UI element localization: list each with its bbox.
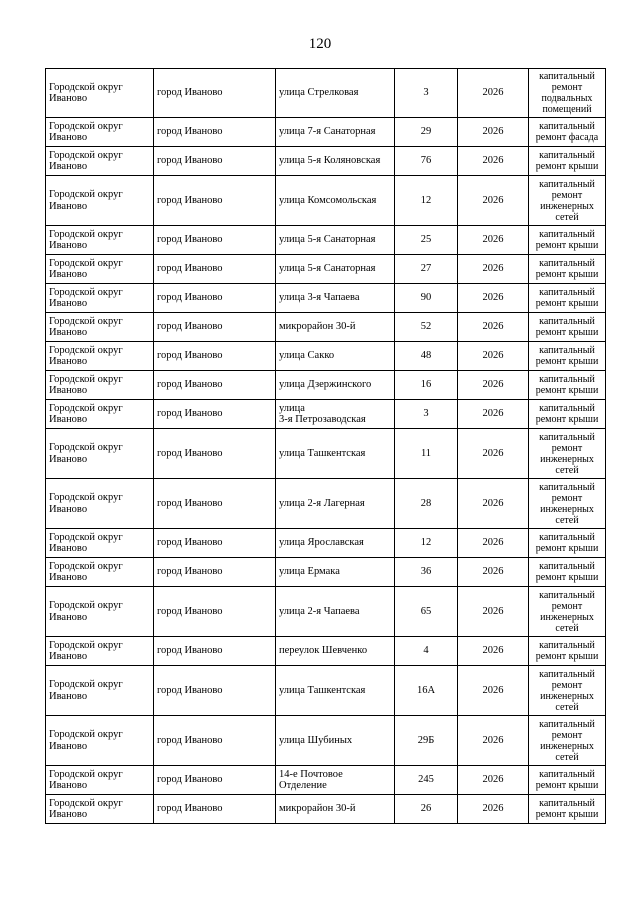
okrug-cell bbox=[46, 795, 154, 824]
house-number-cell-text: 3 bbox=[423, 87, 429, 99]
work-type-cell-text: капитальный ремонт подвальных помещений bbox=[539, 71, 595, 115]
street-cell bbox=[276, 429, 395, 479]
city-cell bbox=[154, 479, 276, 529]
street-cell bbox=[276, 371, 395, 400]
table-body bbox=[46, 69, 606, 824]
house-number-cell bbox=[395, 637, 458, 666]
work-type-cell bbox=[529, 479, 606, 529]
page-number: 120 bbox=[308, 36, 332, 52]
okrug-cell-text: Городской округ Иваново bbox=[49, 149, 123, 172]
okrug-cell-text: Городской округ Иваново bbox=[49, 560, 123, 583]
street-cell bbox=[276, 176, 395, 226]
street-cell-text: улица 3-я Чапаева bbox=[279, 292, 360, 304]
city-cell bbox=[154, 342, 276, 371]
work-type-cell bbox=[529, 147, 606, 176]
city-cell bbox=[154, 147, 276, 176]
house-number-cell bbox=[395, 69, 458, 118]
city-cell-text: город Иваново bbox=[157, 537, 223, 549]
house-number-cell bbox=[395, 479, 458, 529]
table-row bbox=[46, 716, 606, 766]
street-cell-text: улица Сакко bbox=[279, 350, 335, 362]
table-row bbox=[46, 795, 606, 824]
year-cell-text: 2026 bbox=[482, 605, 504, 617]
work-type-cell bbox=[529, 69, 606, 118]
street-cell-text: улица 5-я Санаторная bbox=[279, 263, 376, 275]
table-row bbox=[46, 118, 606, 147]
city-cell-text: город Иваново bbox=[157, 605, 223, 617]
street-cell-text: переулок Шевченко bbox=[279, 645, 368, 657]
city-cell bbox=[154, 69, 276, 118]
house-number-cell bbox=[395, 226, 458, 255]
house-number-cell-text: 27 bbox=[420, 263, 432, 275]
year-cell-text: 2026 bbox=[482, 194, 504, 206]
city-cell-text: город Иваново bbox=[157, 645, 223, 657]
okrug-cell bbox=[46, 666, 154, 716]
street-cell bbox=[276, 147, 395, 176]
okrug-cell-text: Городской округ Иваново bbox=[49, 639, 123, 662]
house-number-cell-text: 26 bbox=[420, 803, 432, 815]
house-number-cell-text: 12 bbox=[420, 537, 432, 549]
work-type-cell-text: капитальный ремонт крыши bbox=[535, 769, 599, 791]
okrug-cell bbox=[46, 176, 154, 226]
table-row bbox=[46, 666, 606, 716]
city-cell bbox=[154, 118, 276, 147]
work-type-cell bbox=[529, 371, 606, 400]
year-cell-text: 2026 bbox=[482, 537, 504, 549]
city-cell-text: город Иваново bbox=[157, 379, 223, 391]
street-cell-text: улица 5-я Санаторная bbox=[279, 234, 376, 246]
city-cell-text: город Иваново bbox=[157, 234, 223, 246]
work-type-cell-text: капитальный ремонт инженерных сетей bbox=[539, 431, 595, 476]
work-type-cell-text: капитальный ремонт крыши bbox=[535, 374, 599, 396]
work-type-cell-text: капитальный ремонт инженерных сетей bbox=[539, 718, 595, 763]
city-cell bbox=[154, 255, 276, 284]
house-number-cell-text: 11 bbox=[420, 447, 432, 459]
year-cell-text: 2026 bbox=[482, 734, 504, 746]
year-cell bbox=[458, 529, 529, 558]
city-cell bbox=[154, 795, 276, 824]
year-cell-text: 2026 bbox=[482, 408, 504, 420]
okrug-cell-text: Городской округ Иваново bbox=[49, 729, 123, 752]
city-cell-text: город Иваново bbox=[157, 497, 223, 509]
house-number-cell-text: 3 bbox=[423, 408, 429, 420]
year-cell bbox=[458, 176, 529, 226]
street-cell bbox=[276, 313, 395, 342]
city-cell bbox=[154, 226, 276, 255]
street-cell-text: улица 2-я Лагерная bbox=[279, 497, 365, 509]
house-number-cell bbox=[395, 342, 458, 371]
okrug-cell bbox=[46, 313, 154, 342]
okrug-cell bbox=[46, 147, 154, 176]
city-cell-text: город Иваново bbox=[157, 126, 223, 138]
house-number-cell-text: 36 bbox=[420, 566, 432, 578]
year-cell-text: 2026 bbox=[482, 566, 504, 578]
city-cell-text: город Иваново bbox=[157, 684, 223, 696]
street-cell bbox=[276, 69, 395, 118]
year-cell-text: 2026 bbox=[482, 774, 504, 786]
street-cell bbox=[276, 795, 395, 824]
renovation-table bbox=[45, 68, 606, 824]
street-cell-text: микрорайон 30-й bbox=[279, 321, 356, 333]
okrug-cell-text: Городской округ Иваново bbox=[49, 442, 123, 465]
house-number-cell-text: 16А bbox=[416, 684, 436, 696]
year-cell-text: 2026 bbox=[482, 497, 504, 509]
house-number-cell bbox=[395, 666, 458, 716]
year-cell-text: 2026 bbox=[482, 126, 504, 138]
okrug-cell bbox=[46, 587, 154, 637]
year-cell bbox=[458, 118, 529, 147]
house-number-cell-text: 25 bbox=[420, 234, 432, 246]
year-cell bbox=[458, 429, 529, 479]
table-row bbox=[46, 284, 606, 313]
house-number-cell bbox=[395, 147, 458, 176]
okrug-cell-text: Городской округ Иваново bbox=[49, 492, 123, 515]
table-row bbox=[46, 400, 606, 429]
year-cell bbox=[458, 716, 529, 766]
table-row bbox=[46, 529, 606, 558]
table-row bbox=[46, 479, 606, 529]
okrug-cell bbox=[46, 226, 154, 255]
work-type-cell-text: капитальный ремонт фасада bbox=[535, 121, 599, 143]
okrug-cell-text: Городской округ Иваново bbox=[49, 189, 123, 212]
house-number-cell-text: 90 bbox=[420, 292, 432, 304]
year-cell-text: 2026 bbox=[482, 379, 504, 391]
street-cell-text: улица 5-я Коляновская bbox=[279, 155, 381, 167]
year-cell-text: 2026 bbox=[482, 87, 504, 99]
house-number-cell-text: 16 bbox=[420, 379, 432, 391]
house-number-cell-text: 52 bbox=[420, 321, 432, 333]
year-cell bbox=[458, 255, 529, 284]
city-cell bbox=[154, 637, 276, 666]
okrug-cell-text: Городской округ Иваново bbox=[49, 531, 123, 554]
city-cell-text: город Иваново bbox=[157, 87, 223, 99]
city-cell-text: город Иваново bbox=[157, 263, 223, 275]
okrug-cell-text: Городской округ Иваново bbox=[49, 81, 123, 104]
house-number-cell bbox=[395, 176, 458, 226]
street-cell bbox=[276, 226, 395, 255]
okrug-cell bbox=[46, 716, 154, 766]
work-type-cell-text: капитальный ремонт крыши bbox=[535, 287, 599, 309]
year-cell-text: 2026 bbox=[482, 155, 504, 167]
year-cell bbox=[458, 558, 529, 587]
street-cell-text: улица Стрелковая bbox=[279, 87, 359, 99]
street-cell-text: улица Ташкентская bbox=[279, 447, 366, 459]
year-cell bbox=[458, 147, 529, 176]
house-number-cell bbox=[395, 429, 458, 479]
okrug-cell bbox=[46, 118, 154, 147]
city-cell bbox=[154, 666, 276, 716]
okrug-cell-text: Городской округ Иваново bbox=[49, 120, 123, 143]
house-number-cell-text: 4 bbox=[423, 645, 429, 657]
okrug-cell bbox=[46, 479, 154, 529]
street-cell-text: улица Комсомольская bbox=[279, 194, 377, 206]
work-type-cell bbox=[529, 637, 606, 666]
city-cell-text: город Иваново bbox=[157, 803, 223, 815]
work-type-cell-text: капитальный ремонт крыши bbox=[535, 150, 599, 172]
year-cell-text: 2026 bbox=[482, 803, 504, 815]
street-cell bbox=[276, 558, 395, 587]
okrug-cell-text: Городской округ Иваново bbox=[49, 315, 123, 338]
table-row bbox=[46, 766, 606, 795]
house-number-cell bbox=[395, 255, 458, 284]
city-cell bbox=[154, 766, 276, 795]
house-number-cell bbox=[395, 284, 458, 313]
okrug-cell-text: Городской округ Иваново bbox=[49, 797, 123, 820]
street-cell bbox=[276, 342, 395, 371]
city-cell bbox=[154, 371, 276, 400]
okrug-cell bbox=[46, 342, 154, 371]
year-cell bbox=[458, 795, 529, 824]
year-cell bbox=[458, 587, 529, 637]
house-number-cell bbox=[395, 529, 458, 558]
okrug-cell-text: Городской округ Иваново bbox=[49, 679, 123, 702]
year-cell-text: 2026 bbox=[482, 684, 504, 696]
year-cell bbox=[458, 766, 529, 795]
work-type-cell-text: капитальный ремонт крыши bbox=[535, 258, 599, 280]
house-number-cell bbox=[395, 766, 458, 795]
okrug-cell-text: Городской округ Иваново bbox=[49, 257, 123, 280]
table-row bbox=[46, 429, 606, 479]
year-cell-text: 2026 bbox=[482, 645, 504, 657]
work-type-cell-text: капитальный ремонт крыши bbox=[535, 229, 599, 251]
okrug-cell-text: Городской округ Иваново bbox=[49, 402, 123, 425]
house-number-cell bbox=[395, 558, 458, 587]
work-type-cell-text: капитальный ремонт крыши bbox=[535, 798, 599, 820]
house-number-cell bbox=[395, 716, 458, 766]
city-cell bbox=[154, 716, 276, 766]
year-cell bbox=[458, 400, 529, 429]
table-row bbox=[46, 313, 606, 342]
street-cell-text: улица 7-я Санаторная bbox=[279, 126, 376, 138]
house-number-cell-text: 76 bbox=[420, 155, 432, 167]
table-row bbox=[46, 176, 606, 226]
street-cell bbox=[276, 255, 395, 284]
city-cell-text: город Иваново bbox=[157, 155, 223, 167]
table-row bbox=[46, 342, 606, 371]
work-type-cell-text: капитальный ремонт инженерных сетей bbox=[539, 178, 595, 223]
street-cell bbox=[276, 118, 395, 147]
work-type-cell-text: капитальный ремонт крыши bbox=[535, 403, 599, 425]
house-number-cell-text: 245 bbox=[418, 774, 434, 786]
okrug-cell bbox=[46, 69, 154, 118]
city-cell-text: город Иваново bbox=[157, 566, 223, 578]
year-cell-text: 2026 bbox=[482, 234, 504, 246]
city-cell-text: город Иваново bbox=[157, 734, 223, 746]
city-cell-text: город Иваново bbox=[157, 774, 223, 786]
street-cell bbox=[276, 716, 395, 766]
house-number-cell bbox=[395, 118, 458, 147]
table-row bbox=[46, 255, 606, 284]
year-cell-text: 2026 bbox=[482, 447, 504, 459]
okrug-cell bbox=[46, 400, 154, 429]
year-cell bbox=[458, 479, 529, 529]
work-type-cell bbox=[529, 118, 606, 147]
house-number-cell bbox=[395, 795, 458, 824]
house-number-cell bbox=[395, 371, 458, 400]
okrug-cell-text: Городской округ Иваново bbox=[49, 768, 123, 791]
city-cell-text: город Иваново bbox=[157, 321, 223, 333]
city-cell-text: город Иваново bbox=[157, 350, 223, 362]
okrug-cell bbox=[46, 429, 154, 479]
year-cell bbox=[458, 313, 529, 342]
okrug-cell-text: Городской округ Иваново bbox=[49, 600, 123, 623]
work-type-cell-text: капитальный ремонт крыши bbox=[535, 345, 599, 367]
work-type-cell bbox=[529, 313, 606, 342]
work-type-cell bbox=[529, 558, 606, 587]
work-type-cell bbox=[529, 342, 606, 371]
house-number-cell-text: 12 bbox=[420, 194, 432, 206]
street-cell-text: улица Шубиных bbox=[279, 734, 353, 746]
year-cell-text: 2026 bbox=[482, 321, 504, 333]
okrug-cell bbox=[46, 371, 154, 400]
table-row bbox=[46, 587, 606, 637]
street-cell-text: улица Ташкентская bbox=[279, 684, 366, 696]
city-cell bbox=[154, 529, 276, 558]
work-type-cell-text: капитальный ремонт крыши bbox=[535, 532, 599, 554]
work-type-cell bbox=[529, 529, 606, 558]
year-cell bbox=[458, 284, 529, 313]
street-cell bbox=[276, 479, 395, 529]
okrug-cell bbox=[46, 766, 154, 795]
city-cell-text: город Иваново bbox=[157, 408, 223, 420]
work-type-cell bbox=[529, 587, 606, 637]
house-number-cell-text: 29 bbox=[420, 126, 432, 138]
table-row bbox=[46, 371, 606, 400]
work-type-cell bbox=[529, 666, 606, 716]
city-cell bbox=[154, 284, 276, 313]
house-number-cell bbox=[395, 313, 458, 342]
street-cell-text: микрорайон 30-й bbox=[279, 803, 356, 815]
house-number-cell bbox=[395, 400, 458, 429]
okrug-cell-text: Городской округ Иваново bbox=[49, 344, 123, 367]
work-type-cell bbox=[529, 400, 606, 429]
street-cell bbox=[276, 666, 395, 716]
work-type-cell-text: капитальный ремонт инженерных сетей bbox=[539, 668, 595, 713]
work-type-cell bbox=[529, 255, 606, 284]
okrug-cell bbox=[46, 284, 154, 313]
work-type-cell-text: капитальный ремонт крыши bbox=[535, 640, 599, 662]
house-number-cell bbox=[395, 587, 458, 637]
work-type-cell bbox=[529, 716, 606, 766]
table-row bbox=[46, 69, 606, 118]
house-number-cell-text: 28 bbox=[420, 497, 432, 509]
work-type-cell bbox=[529, 795, 606, 824]
work-type-cell-text: капитальный ремонт крыши bbox=[535, 561, 599, 583]
house-number-cell-text: 65 bbox=[420, 605, 432, 617]
table-row bbox=[46, 637, 606, 666]
okrug-cell bbox=[46, 529, 154, 558]
year-cell bbox=[458, 371, 529, 400]
table-row bbox=[46, 558, 606, 587]
street-cell-text: улица Ермака bbox=[279, 566, 340, 578]
street-cell-text: улица Ярославская bbox=[279, 537, 364, 549]
year-cell bbox=[458, 226, 529, 255]
work-type-cell-text: капитальный ремонт инженерных сетей bbox=[539, 589, 595, 634]
street-cell bbox=[276, 637, 395, 666]
city-cell bbox=[154, 429, 276, 479]
okrug-cell bbox=[46, 558, 154, 587]
table-row bbox=[46, 226, 606, 255]
city-cell bbox=[154, 400, 276, 429]
house-number-cell-text: 48 bbox=[420, 350, 432, 362]
work-type-cell-text: капитальный ремонт инженерных сетей bbox=[539, 481, 595, 526]
year-cell-text: 2026 bbox=[482, 350, 504, 362]
okrug-cell-text: Городской округ Иваново bbox=[49, 286, 123, 309]
okrug-cell-text: Городской округ Иваново bbox=[49, 228, 123, 251]
city-cell-text: город Иваново bbox=[157, 292, 223, 304]
okrug-cell bbox=[46, 255, 154, 284]
street-cell-text: улица 2-я Чапаева bbox=[279, 605, 360, 617]
year-cell bbox=[458, 342, 529, 371]
city-cell-text: город Иваново bbox=[157, 447, 223, 459]
work-type-cell bbox=[529, 766, 606, 795]
street-cell bbox=[276, 587, 395, 637]
street-cell bbox=[276, 766, 395, 795]
table-row bbox=[46, 147, 606, 176]
year-cell bbox=[458, 666, 529, 716]
city-cell bbox=[154, 558, 276, 587]
year-cell bbox=[458, 69, 529, 118]
work-type-cell-text: капитальный ремонт крыши bbox=[535, 316, 599, 338]
okrug-cell bbox=[46, 637, 154, 666]
year-cell-text: 2026 bbox=[482, 292, 504, 304]
city-cell bbox=[154, 587, 276, 637]
okrug-cell-text: Городской округ Иваново bbox=[49, 373, 123, 396]
street-cell-text: улица Дзержинского bbox=[279, 379, 372, 391]
work-type-cell bbox=[529, 429, 606, 479]
work-type-cell bbox=[529, 284, 606, 313]
work-type-cell bbox=[529, 226, 606, 255]
city-cell bbox=[154, 176, 276, 226]
city-cell bbox=[154, 313, 276, 342]
street-cell-text: 14-е Почтовое Отделение bbox=[279, 768, 343, 791]
year-cell-text: 2026 bbox=[482, 263, 504, 275]
street-cell bbox=[276, 400, 395, 429]
work-type-cell bbox=[529, 176, 606, 226]
house-number-cell-text: 29Б bbox=[417, 734, 435, 746]
street-cell bbox=[276, 284, 395, 313]
year-cell bbox=[458, 637, 529, 666]
street-cell bbox=[276, 529, 395, 558]
street-cell-text: улица 3-я Петрозаводская bbox=[279, 402, 366, 425]
city-cell-text: город Иваново bbox=[157, 194, 223, 206]
